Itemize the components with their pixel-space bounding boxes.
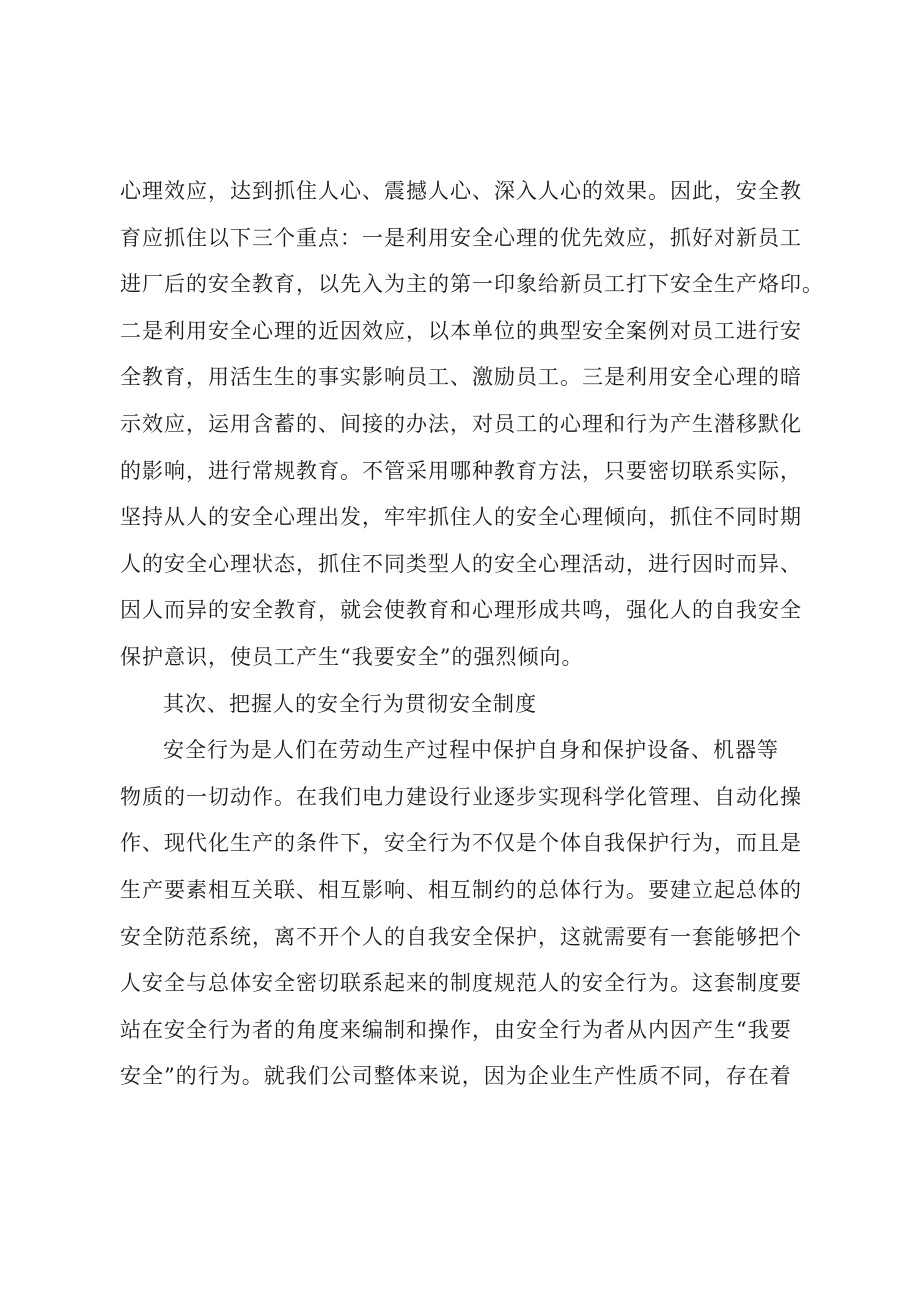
paragraph-line: 坚持从人的安全心理出发，牢牢抓住人的安全心理倾向，抓住不同时期 (120, 505, 802, 530)
paragraph-line: 保护意识，使员工产生“我要安全”的强烈倾向。 (120, 644, 584, 669)
paragraph-line: 二是利用安全心理的近因效应，以本单位的典型安全案例对员工进行安 (120, 318, 802, 343)
paragraph-line: 心理效应，达到抓住人心、震撼人心、深入人心的效果。因此，安全教 (120, 179, 802, 203)
paragraph-2 (120, 727, 840, 1100)
paragraph-line: 安全防范系统，离不开个人的自我安全保护，这就需要有一套能够把个 (120, 924, 802, 949)
paragraph-line: 育应抓住以下三个重点：一是利用安全心理的优先效应，抓好对新员工 (120, 225, 802, 250)
paragraph-line: 安全”的行为。就我们公司整体来说，因为企业生产性质不同，存在着 (120, 1064, 792, 1089)
paragraph-line: 人的安全心理状态，抓住不同类型人的安全心理活动，进行因时而异、 (120, 551, 802, 576)
paragraph-line: 的影响，进行常规教育。不管采用哪种教育方法，只要密切联系实际， (120, 458, 802, 483)
paragraph-1 (120, 168, 840, 681)
paragraph-line: 物质的一切动作。在我们电力建设行业逐步实现科学化管理、自动化操 (120, 784, 802, 809)
paragraph-line: 安全行为是人们在劳动生产过程中保护自身和保护设备、机器等 (163, 738, 779, 763)
paragraph-line: 进厂后的安全教育，以先入为主的第一印象给新员工打下安全生产烙印。 (120, 272, 824, 297)
section-heading: 其次、把握人的安全行为贯彻安全制度 (163, 691, 537, 716)
paragraph-line: 示效应，运用含蓄的、间接的办法，对员工的心理和行为产生潜移默化 (120, 411, 802, 436)
paragraph-line: 作、现代化生产的条件下，安全行为不仅是个体自我保护行为，而且是 (120, 831, 802, 856)
paragraph-line: 站在安全行为者的角度来编制和操作，由安全行为者从内因产生“我要 (120, 1017, 792, 1042)
paragraph-line: 生产要素相互关联、相互影响、相互制约的总体行为。要建立起总体的 (120, 877, 802, 902)
paragraph-line: 因人而异的安全教育，就会使教育和心理形成共鸣，强化人的自我安全 (120, 598, 802, 623)
paragraph-line: 全教育，用活生生的事实影响员工、激励员工。三是利用安全心理的暗 (120, 365, 802, 390)
paragraph-line: 人安全与总体安全密切联系起来的制度规范人的安全行为。这套制度要 (120, 971, 802, 996)
document-body (120, 168, 840, 1100)
